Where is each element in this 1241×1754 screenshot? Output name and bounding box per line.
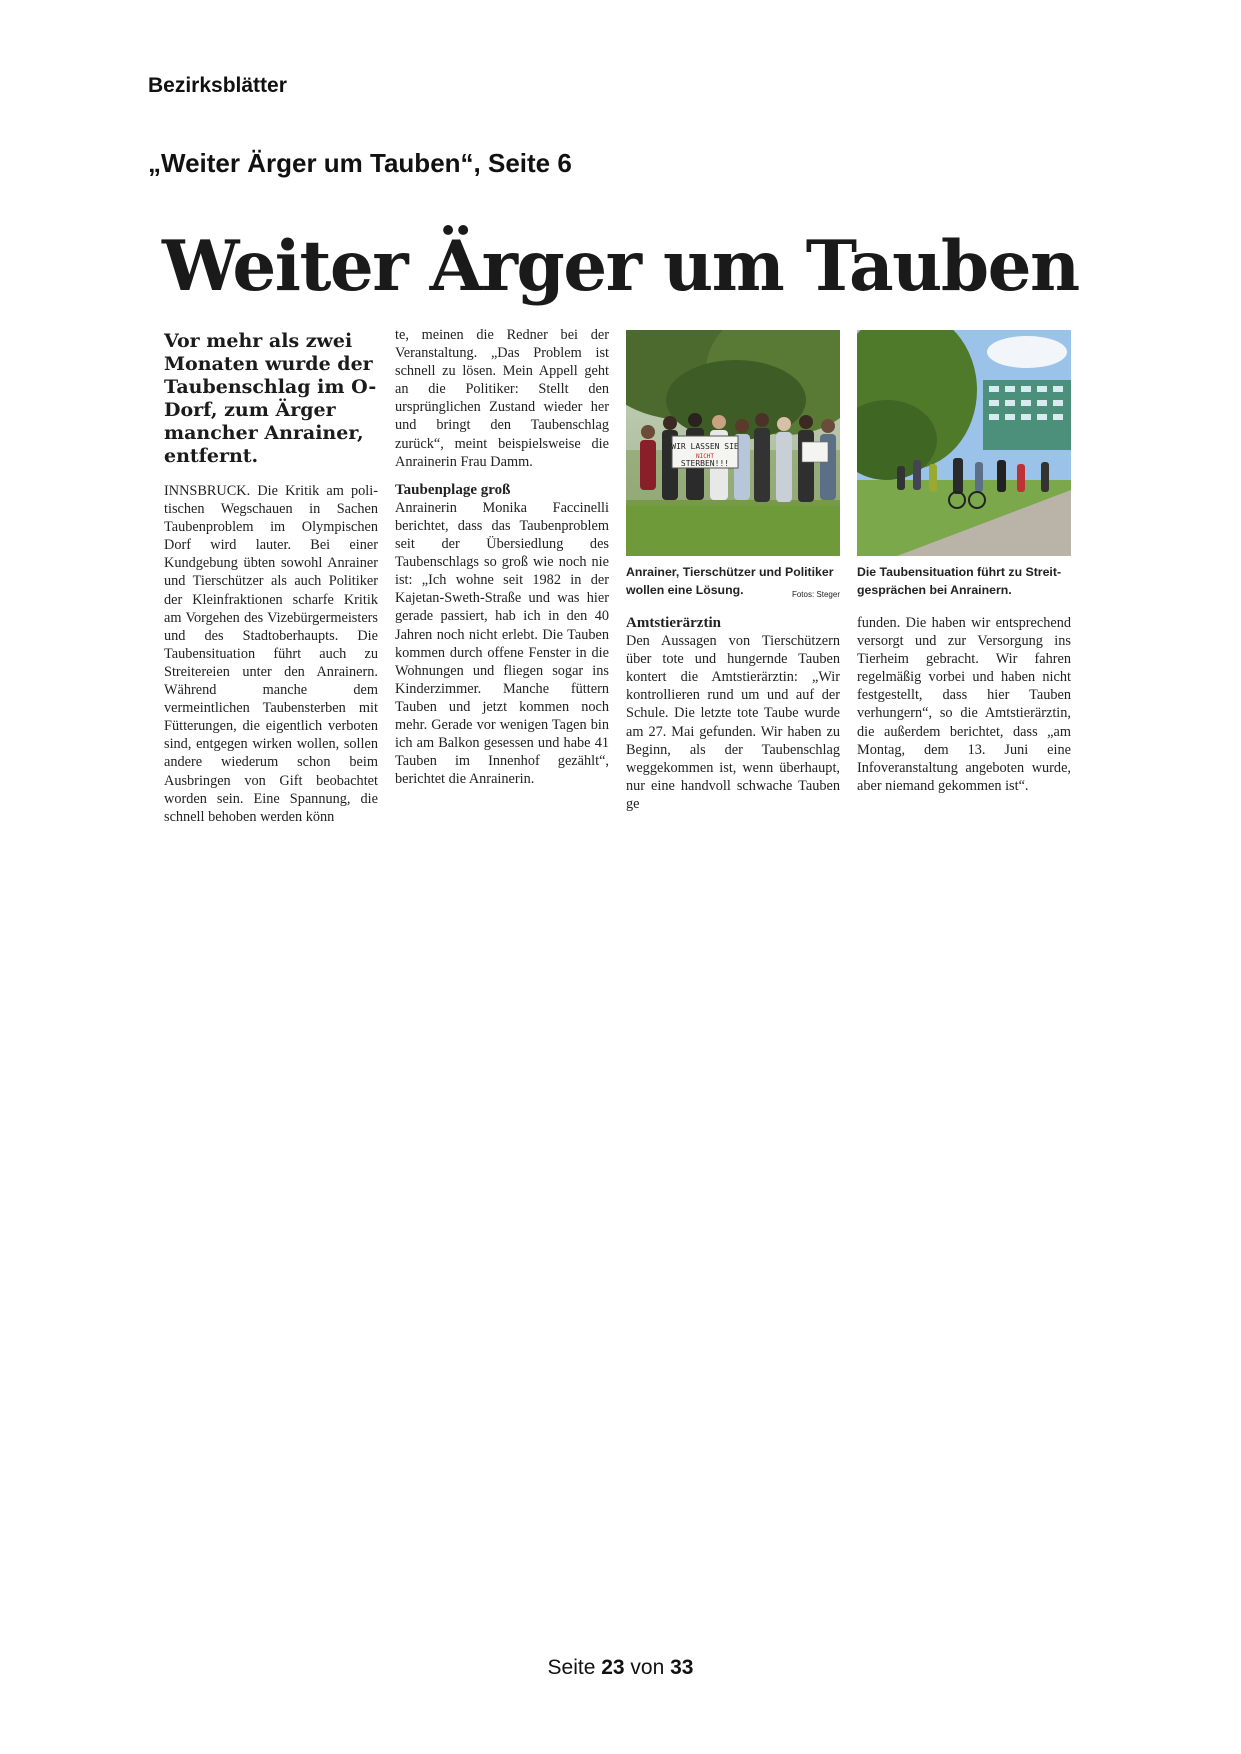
article-column-4 xyxy=(857,614,1071,795)
clip-title: „Weiter Ärger um Tauben“, Seite 6 xyxy=(148,148,572,178)
article-lead: Vor mehr als zwei Monaten wurde der Taubenschlag im O-Dorf, zum Ärger mancher Anrainer, entfernt. xyxy=(164,330,377,467)
article-body-col2-continued: Anrainerin Monika Faccinelli berichtet, dass das Taubenproblem seit der Übersiedlung des Taubenschlags so groß wie noch nie ist: „Ich wohne seit 1982 in der Kajetan-Sweth-Straße und was hier gerade passiert, hab ich in den 40 Jahren noch nicht erlebt. Die Tauben kommen durch offene Fenster in die Wohnungen und fliegen sogar ins Kinderzimmer. Manche füttern Tauben und jetzt kommen noch mehr. Gerade vor wenigen Tagen bin ich am Balkon gesessen und habe 41 Tauben im Innenhof gezählt“, berichtet die Anrainerin. xyxy=(395,499,609,788)
article-column-2 xyxy=(395,326,609,788)
svg-text:NICHT: NICHT xyxy=(695,453,715,460)
article-headline: Weiter Ärger um Tauben xyxy=(162,226,1079,307)
protest-sign-text: WIR LASSEN SIE xyxy=(671,442,739,451)
article-body-col3: Den Aussagen von Tierschützern über tote und hungernde Tauben kontert die Amtstierärztin: „Wir kontrollieren rund um und auf der Schule. Die letzte tote Taube wurde am 27. Mai gefunden. Wir haben zu Beginn, als der Taubenschlag weggekommen ist, wenn überhaupt, nur eine handvoll schwache Tauben ge xyxy=(626,633,840,812)
article-column-1 xyxy=(164,330,378,826)
photo-caption-1 xyxy=(626,563,840,604)
newspaper-clipping xyxy=(160,222,1080,825)
photo-caption-2: Die Taubensituation führt zu Streitgesprächen bei Anrainern. xyxy=(857,565,1062,597)
svg-text:STERBEN!!!: STERBEN!!! xyxy=(680,459,730,468)
article-body-col4: funden. Die haben wir entsprechend versorgt und zur Versorgung ins Tierheim gebracht. Wir fahren regelmäßig vorbei und haben nicht festgestellt, dass hier Tauben verhungern“, so die Amtstierärztin, die außerdem berichtet, dass „am Montag, dem 13. Juni eine Infoveranstaltung angeboten wurde, aber niemand gekommen ist“. xyxy=(857,615,1071,794)
caption-1-text: Anrainer, Tierschützer und Politiker wollen eine Lösung. xyxy=(626,565,834,597)
photo-street-scene xyxy=(857,330,1071,556)
source-label: Bezirksblätter xyxy=(148,74,287,97)
photo-protest-group xyxy=(626,330,840,556)
footer-total-pages: 33 xyxy=(670,1656,694,1679)
article-body-col1: INNSBRUCK. Die Kritik am politischen Wegschauen in Sachen Taubenproblem im Olympischen Dorf wird lauter. Bei einer Kundgebung übten sowohl Anrainer und Tierschützer als auch Politiker der Kleinfraktionen scharfe Kritik am Vorgehen des Vizebürgermeisters und des Stadtoberhaupts. Die Taubensituation führt auch zu Streitereien unter den Anrainern. Während manche dem vermeintlichen Taubensterben mit Fütterungen, die eigentlich verboten sind, entgegen wirken wollen, sollen andere wiederum schon beim Ausbringen von Gift beobachtet worden sein. Eine Spannung, die schnell behoben werden könn xyxy=(164,483,378,825)
page-footer xyxy=(0,1656,1241,1680)
subhead-amtstieraerztin: Amtstierärztin xyxy=(626,615,721,631)
article-column-3 xyxy=(626,614,840,813)
footer-current-page: 23 xyxy=(601,1656,625,1679)
footer-prefix: Seite xyxy=(547,1656,602,1679)
subhead-taubenplage: Taubenplage groß xyxy=(395,481,511,498)
article-body-col2: te, meinen die Redner bei der Veranstaltung. „Das Problem ist schnell zu lösen. Mein Appell geht an die Politiker: Stellt den ursprünglichen Zustand wieder her und bringt den Taubenschlag zurück“, meint beispielsweise die Anrainerin Frau Damm. xyxy=(395,327,609,470)
footer-middle: von xyxy=(624,1656,671,1679)
photo-credit: Fotos: Steger xyxy=(791,590,840,599)
